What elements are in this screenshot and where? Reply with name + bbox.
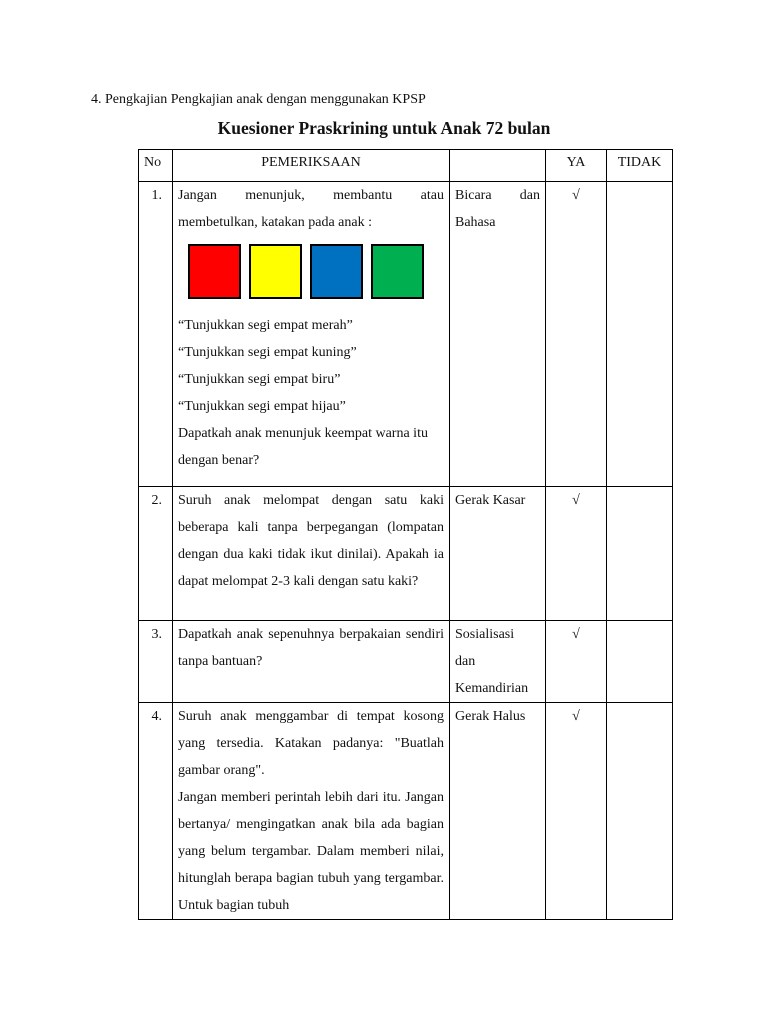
aspect-cell: Bicara dan Bahasa xyxy=(450,182,546,487)
yes-check: √ xyxy=(546,487,607,621)
prompt-green: “Tunjukkan segi empat hijau” xyxy=(178,399,346,414)
table-row xyxy=(139,703,673,920)
header-no: No xyxy=(139,150,173,182)
no-answer-cell xyxy=(607,487,673,621)
table-header-row xyxy=(139,150,673,182)
scoring-text: Jangan memberi perintah lebih dari itu. Jangan bertanya/ mengingatkan anak bila ada bagian yang belum tergambar. Dalam memberi nilai, hitunglah berapa bagian tubuh yang tergambar. Untuk bagian tubuh xyxy=(178,790,444,913)
section-heading: 4. Pengkajian Pengkajian anak dengan menggunakan KPSP xyxy=(91,92,426,107)
exam-cell xyxy=(173,703,450,920)
row-number: 2. xyxy=(139,487,173,621)
aspect-cell: Gerak Kasar xyxy=(450,487,546,621)
aspect-cell: Gerak Halus xyxy=(450,703,546,920)
table-row xyxy=(139,182,673,487)
yellow-square xyxy=(249,244,302,299)
no-answer-cell xyxy=(607,182,673,487)
row-number: 1. xyxy=(139,182,173,487)
header-aspect xyxy=(450,150,546,182)
yes-check: √ xyxy=(546,621,607,703)
prompt-yellow: “Tunjukkan segi empat kuning” xyxy=(178,345,357,360)
instruction-text: Suruh anak menggambar di tempat kosong yang tersedia. Katakan padanya: "Buatlah gambar orang". xyxy=(178,709,444,778)
yes-check: √ xyxy=(546,182,607,487)
row-number: 4. xyxy=(139,703,173,920)
color-swatches xyxy=(188,244,444,299)
prompt-red: “Tunjukkan segi empat merah” xyxy=(178,318,353,333)
red-square xyxy=(188,244,241,299)
green-square xyxy=(371,244,424,299)
question-text: Dapatkah anak menunjuk keempat warna itu dengan benar? xyxy=(178,426,428,468)
exam-cell: Suruh anak melompat dengan satu kaki beberapa kali tanpa berpegangan (lompatan dengan dua kaki tidak ikut dinilai). Apakah ia dapat melompat 2-3 kali dengan satu kaki? xyxy=(173,487,450,621)
blue-square xyxy=(310,244,363,299)
table-row xyxy=(139,621,673,703)
no-answer-cell xyxy=(607,621,673,703)
table-row xyxy=(139,487,673,621)
kpsp-table xyxy=(138,149,673,920)
instruction-text: Jangan menunjuk, membantu atau membetulkan, katakan pada anak : xyxy=(178,188,444,230)
no-answer-cell xyxy=(607,703,673,920)
aspect-cell: Sosialisasi dan Kemandirian xyxy=(450,621,546,703)
exam-cell: Dapatkah anak sepenuhnya berpakaian sendiri tanpa bantuan? xyxy=(173,621,450,703)
yes-check: √ xyxy=(546,703,607,920)
prompt-blue: “Tunjukkan segi empat biru” xyxy=(178,372,341,387)
header-yes: YA xyxy=(546,150,607,182)
header-no-answer: TIDAK xyxy=(607,150,673,182)
page-title: Kuesioner Praskrining untuk Anak 72 bulan xyxy=(217,118,551,138)
row-number: 3. xyxy=(139,621,173,703)
exam-cell xyxy=(173,182,450,487)
header-exam: PEMERIKSAAN xyxy=(173,150,450,182)
